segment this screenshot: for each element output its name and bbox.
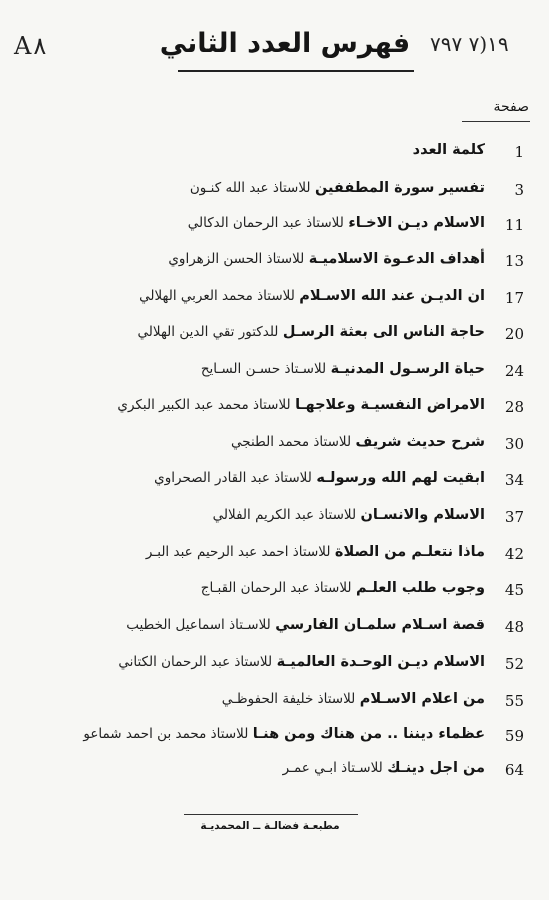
toc-entry-text: [283, 760, 485, 776]
toc-page-number: 45: [504, 581, 524, 599]
toc-entry-text: [154, 470, 485, 486]
toc-entry-author: للاستاذ خليفة الحفوظـي: [221, 691, 356, 707]
toc-entry-text: [201, 580, 485, 596]
toc-entry: [0, 651, 549, 681]
toc-entry: [0, 248, 549, 278]
toc-entry-text: [190, 180, 485, 196]
toc-entry: [0, 467, 549, 497]
toc-entry-title: الاسلام ديـن الاخـاء: [348, 215, 485, 231]
toc-page-number: 42: [504, 545, 524, 563]
toc-entry-title: شرح حديث شريف: [355, 434, 485, 450]
toc-entry: [0, 431, 549, 461]
toc-page-number: 30: [504, 435, 524, 453]
toc-page-number: 48: [504, 618, 524, 636]
toc-entry-text: [201, 361, 485, 377]
page-column-label: صفحة: [493, 99, 529, 115]
toc-page-number: 20: [504, 325, 524, 343]
toc-page-number: 34: [504, 471, 524, 489]
page-title: فهرس العدد الثاني: [159, 28, 411, 59]
handwritten-catalog-note: ١٩(٧ ٧٩٧: [430, 32, 509, 56]
toc-entry-author: للاستاذ عبد الرحمان الكتاني: [118, 654, 273, 670]
printer-imprint: مطبعـة فضالـة ــ المحمديـة: [200, 820, 340, 832]
toc-entry-author: للاستاذ محمد بن احمد شماعو: [83, 726, 249, 742]
toc-entry: [0, 614, 549, 644]
toc-entry-author: للاستاذ الحسن الزهراوي: [168, 251, 305, 267]
toc-entry: [0, 285, 549, 315]
toc-entry-author: للاستاذ عبد الرحمان القبـاج: [200, 580, 352, 596]
toc-entry-title: عظماء ديننا .. من هناك ومن هنـا: [252, 726, 485, 742]
toc-entry-text: [168, 251, 485, 267]
toc-entry-title: من اعلام الاسـلام: [359, 691, 485, 707]
toc-entry-text: [139, 288, 485, 304]
toc-page-number: 17: [504, 289, 524, 307]
toc-entry: [0, 504, 549, 534]
toc-entry-author: للاستاذ عبد القادر الصحراوي: [154, 470, 312, 486]
toc-entry: [0, 541, 549, 571]
toc-entry-title: ماذا نتعلـم من الصلاة: [334, 544, 485, 560]
toc-entry: [0, 688, 549, 718]
toc-entry-author: للاستاذ محمد الطنجي: [231, 434, 352, 450]
toc-entry-title: أهداف الدعـوة الاسلاميـة: [308, 251, 485, 267]
toc-entry-author: للاسـتاذ ابـي عمـر: [282, 760, 383, 776]
toc-entry-title: الاسلام والانسـان: [360, 507, 485, 523]
toc-page-number: 1: [514, 143, 524, 161]
toc-page-number: 59: [504, 727, 524, 745]
toc-entry: [0, 757, 549, 787]
toc-page-number: 28: [504, 398, 524, 416]
toc-entry-title: الاسلام ديـن الوحـدة العالميـة: [276, 654, 485, 670]
toc-page-number: 52: [504, 655, 524, 673]
toc-entry-title: كلمة العدد: [412, 142, 485, 158]
toc-entry-text: [118, 654, 485, 670]
toc-entry-title: الامراض النفسيـة وعلاجهـا: [295, 397, 485, 413]
toc-entry-author: للدكتور تقي الدين الهلالي: [137, 324, 279, 340]
toc-entry-text: [146, 544, 485, 560]
page-column-rule: [462, 121, 530, 122]
toc-entry-author: للاستاذ عبد الله كنـون: [189, 180, 311, 196]
toc-entry: [0, 139, 549, 169]
toc-entry-text: [138, 324, 485, 340]
toc-page-number: 13: [504, 252, 524, 270]
handwritten-page-number: A٨: [14, 32, 47, 60]
toc-page-number: 24: [504, 362, 524, 380]
toc-entry: [0, 394, 549, 424]
toc-entry-title: قصة اسـلام سلمـان الفارسي: [275, 617, 485, 633]
toc-entry-author: للاستاذ عبد الرحمان الدكالي: [187, 215, 344, 231]
toc-entry: [0, 321, 549, 351]
toc-entry-title: تفسير سورة المطففين: [314, 180, 485, 196]
toc-entry-text: [213, 507, 485, 523]
toc-entry: [0, 212, 549, 242]
toc-entry-title: ان الديـن عند الله الاسـلام: [299, 288, 485, 304]
toc-entry: [0, 723, 549, 753]
toc-entry-title: من اجل دينـك: [387, 760, 485, 776]
toc-entry-author: للاستاذ عبد الكريم الفلالي: [212, 507, 357, 523]
title-underline: [178, 70, 414, 72]
toc-entry: [0, 177, 549, 207]
toc-entry-text: [413, 142, 485, 158]
toc-entry-text: [126, 617, 485, 633]
toc-entry-title: ابقيت لهم الله ورسولـه: [316, 470, 485, 486]
toc-entry-title: حياة الرسـول المدنيـة: [330, 361, 485, 377]
toc-entry-author: للاستاذ احمد عبد الرحيم عبد البـر: [145, 544, 331, 560]
toc-entry: [0, 577, 549, 607]
toc-entry-text: [188, 215, 485, 231]
toc-page-number: 3: [514, 181, 524, 199]
toc-entry-text: [222, 691, 485, 707]
toc-entry-author: للاسـتاذ حسـن السـايح: [200, 361, 327, 377]
toc-entry-title: وجوب طلب العلـم: [356, 580, 485, 596]
toc-entry-text: [231, 434, 485, 450]
toc-page-number: 11: [504, 216, 524, 234]
toc-entry-text: [117, 397, 485, 413]
toc-page-number: 37: [504, 508, 524, 526]
toc-entry-text: [83, 726, 485, 742]
toc-page-number: 64: [504, 761, 524, 779]
footer-rule: [184, 814, 358, 815]
toc-page-number: 55: [504, 692, 524, 710]
toc-entry-author: للاستاذ محمد عبد الكبير البكري: [117, 397, 291, 413]
toc-entry-author: للاستاذ محمد العربي الهلالي: [139, 288, 295, 304]
toc-entry: [0, 358, 549, 388]
toc-entry-title: حاجة الناس الى بعثة الرسـل: [282, 324, 485, 340]
toc-entry-author: للاسـتاذ اسماعيل الخطيب: [126, 617, 271, 633]
